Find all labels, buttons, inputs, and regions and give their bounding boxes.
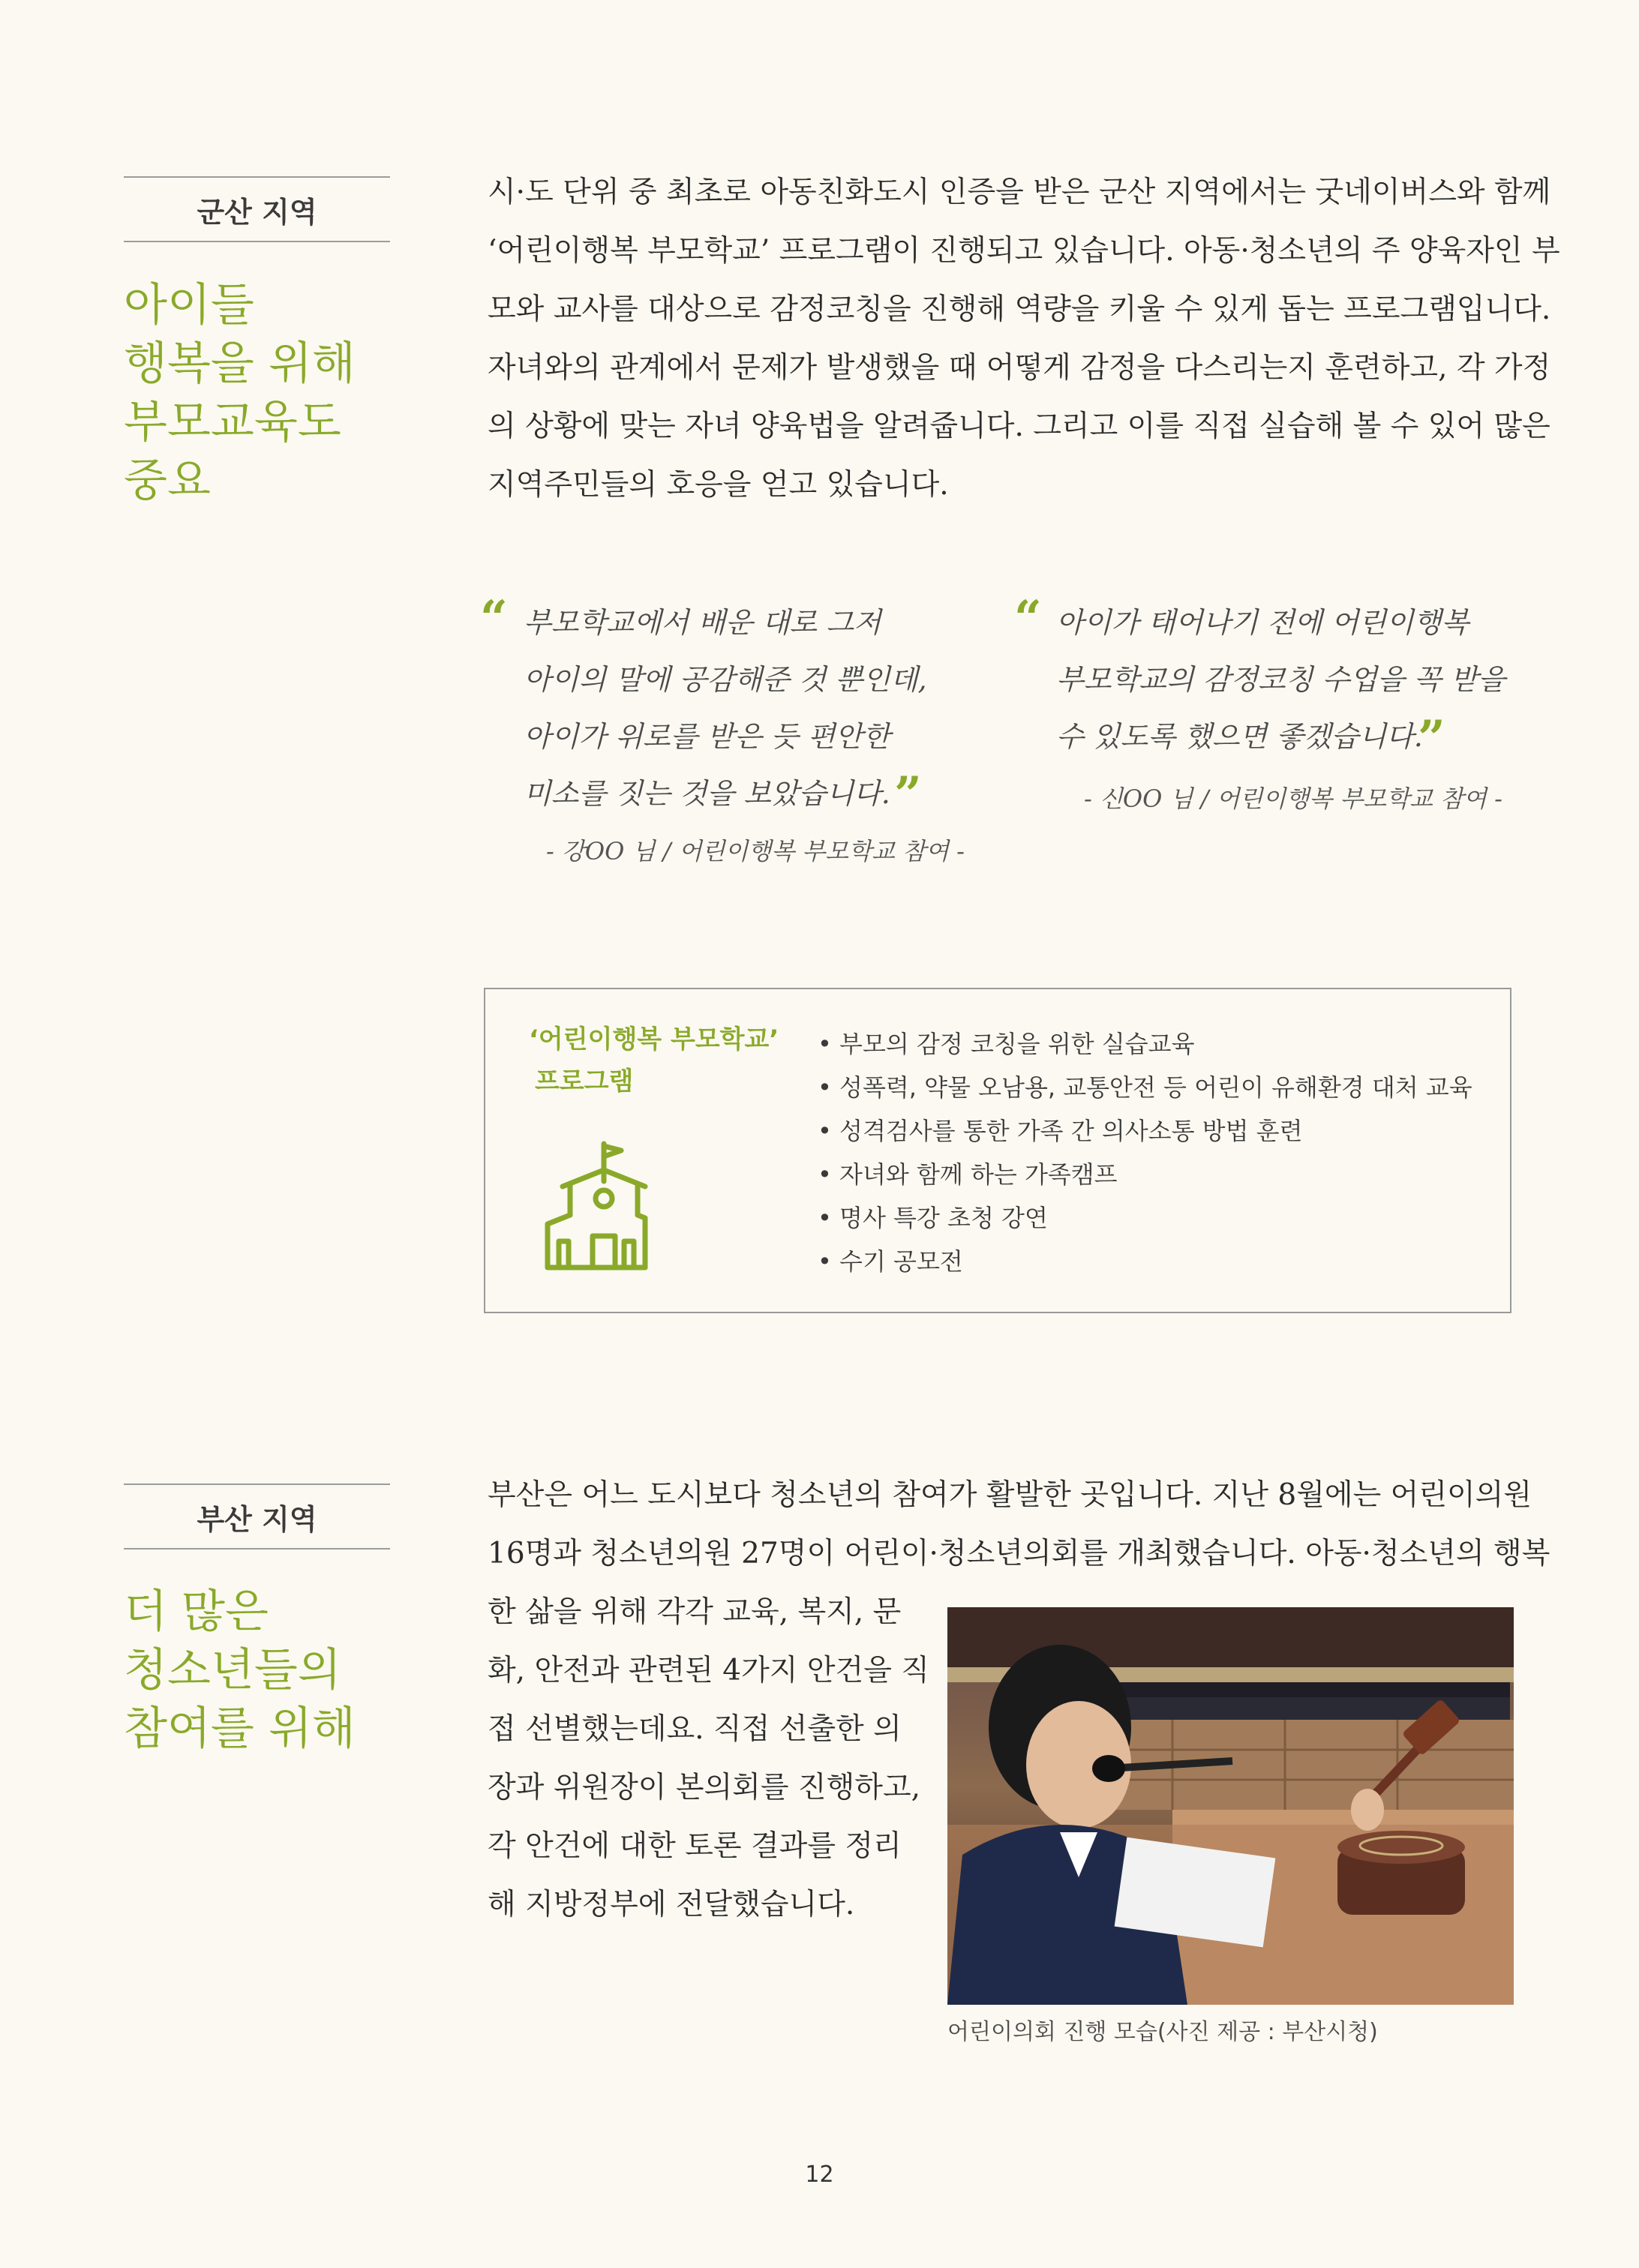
list-item: • 자녀와 함께 하는 가족캠프 bbox=[818, 1153, 1472, 1196]
page-number: 12 bbox=[805, 2162, 834, 2188]
list-item: • 성격검사를 통한 가족 간 의사소통 방법 훈련 bbox=[818, 1109, 1472, 1153]
paragraph-line: 자녀와의 관계에서 문제가 발생했을 때 어떻게 감정을 다스리는지 훈련하고, 각 가정 bbox=[488, 351, 1551, 385]
paragraph-line: 화, 안전과 관련된 4가지 안건을 직 bbox=[488, 1654, 929, 1688]
headline-line: 더 많은 bbox=[124, 1586, 269, 1638]
paragraph-line: 장과 위원장이 본의회를 진행하고, bbox=[488, 1771, 921, 1804]
quote-line: 미소를 짓는 것을 보았습니다. bbox=[524, 777, 890, 810]
paragraph-line: 해 지방정부에 전달했습니다. bbox=[488, 1888, 855, 1922]
paragraph-line: 부산은 어느 도시보다 청소년의 참여가 활발한 곳입니다. 지난 8월에는 어린이의원 bbox=[488, 1478, 1532, 1512]
quote-line: 부모학교에서 배운 대로 그저 bbox=[524, 606, 881, 639]
testimonial-quote-1 bbox=[524, 594, 927, 822]
paragraph-line: 접 선별했는데요. 직접 선출한 의 bbox=[488, 1712, 902, 1746]
quote-attribution-1: - 강OO 님 / 어린이행복 부모학교 참여 - bbox=[546, 837, 965, 866]
list-item: • 성폭력, 약물 오남용, 교통안전 등 어린이 유해환경 대처 교육 bbox=[818, 1066, 1472, 1109]
paragraph-line: 의 상황에 맞는 자녀 양육법을 알려줍니다. 그리고 이를 직접 실습해 볼 수 있어 많은 bbox=[488, 410, 1550, 443]
council-meeting-photo bbox=[947, 1607, 1514, 2005]
paragraph-line: 시·도 단위 중 최초로 아동친화도시 인증을 받은 군산 지역에서는 굿네이버스와 함께 bbox=[488, 176, 1551, 209]
headline-line: 행복을 위해 bbox=[124, 338, 356, 390]
paragraph-line: 지역주민들의 호응을 얻고 있습니다. bbox=[488, 468, 949, 502]
quote-line: 아이가 위로를 받은 듯 편안한 bbox=[524, 720, 890, 753]
body-paragraph-gunsan bbox=[488, 164, 1560, 514]
program-title bbox=[529, 1018, 779, 1102]
quote-line: 아이의 말에 공감해준 것 뿐인데, bbox=[524, 663, 927, 696]
paragraph-line: 모와 교사를 대상으로 감정코칭을 진행해 역량을 키울 수 있게 돕는 프로그램입니다. bbox=[488, 292, 1551, 326]
section-headline-busan bbox=[124, 1582, 394, 1758]
headline-line: 중요 bbox=[124, 454, 211, 507]
section-label-busan: 부산 지역 bbox=[124, 1484, 390, 1550]
paragraph-line: ‘어린이행복 부모학교’ 프로그램이 진행되고 있습니다. 아동·청소년의 주 양육자인 부 bbox=[488, 234, 1560, 268]
body-paragraph-busan-top bbox=[488, 1466, 1550, 1583]
quote-line: 수 있도록 했으면 좋겠습니다. bbox=[1056, 720, 1423, 753]
paragraph-line: 16명과 청소년의원 27명이 어린이·청소년의회를 개최했습니다. 아동·청소년의 행복 bbox=[488, 1537, 1550, 1570]
paragraph-line: 한 삶을 위해 각각 교육, 복지, 문 bbox=[488, 1595, 902, 1629]
close-quote-mark-2: ” bbox=[1418, 710, 1445, 766]
quote-line: 부모학교의 감정코칭 수업을 꼭 받을 bbox=[1056, 663, 1505, 696]
headline-line: 부모교육도 bbox=[124, 396, 341, 448]
program-item-list bbox=[818, 1022, 1472, 1283]
quote-line: 아이가 태어나기 전에 어린이행복 bbox=[1056, 606, 1469, 639]
list-item: • 명사 특강 초청 강연 bbox=[818, 1196, 1472, 1240]
section-label-gunsan: 군산 지역 bbox=[124, 176, 390, 242]
list-item: • 부모의 감정 코칭을 위한 실습교육 bbox=[818, 1022, 1472, 1066]
open-quote-mark-2: “ bbox=[1014, 590, 1042, 646]
headline-line: 청소년들의 bbox=[124, 1644, 341, 1696]
school-building-icon bbox=[540, 1140, 653, 1271]
program-title-line: 프로그램 bbox=[535, 1066, 634, 1096]
list-item: • 수기 공모전 bbox=[818, 1240, 1472, 1283]
headline-line: 참여를 위해 bbox=[124, 1702, 356, 1755]
open-quote-mark-1: “ bbox=[480, 590, 508, 646]
paragraph-line: 각 안건에 대한 토론 결과를 정리 bbox=[488, 1829, 902, 1863]
close-quote-mark-1: ” bbox=[894, 766, 922, 823]
headline-line: 아이들 bbox=[124, 279, 254, 332]
program-title-line: ‘어린이행복 부모학교’ bbox=[529, 1024, 779, 1054]
body-paragraph-busan-wrapped bbox=[488, 1583, 929, 1934]
photo-caption: 어린이의회 진행 모습(사진 제공 : 부산시청) bbox=[947, 2019, 1378, 2045]
quote-attribution-2: - 신OO 님 / 어린이행복 부모학교 참여 - bbox=[1084, 784, 1502, 813]
section-headline-gunsan bbox=[124, 276, 394, 510]
